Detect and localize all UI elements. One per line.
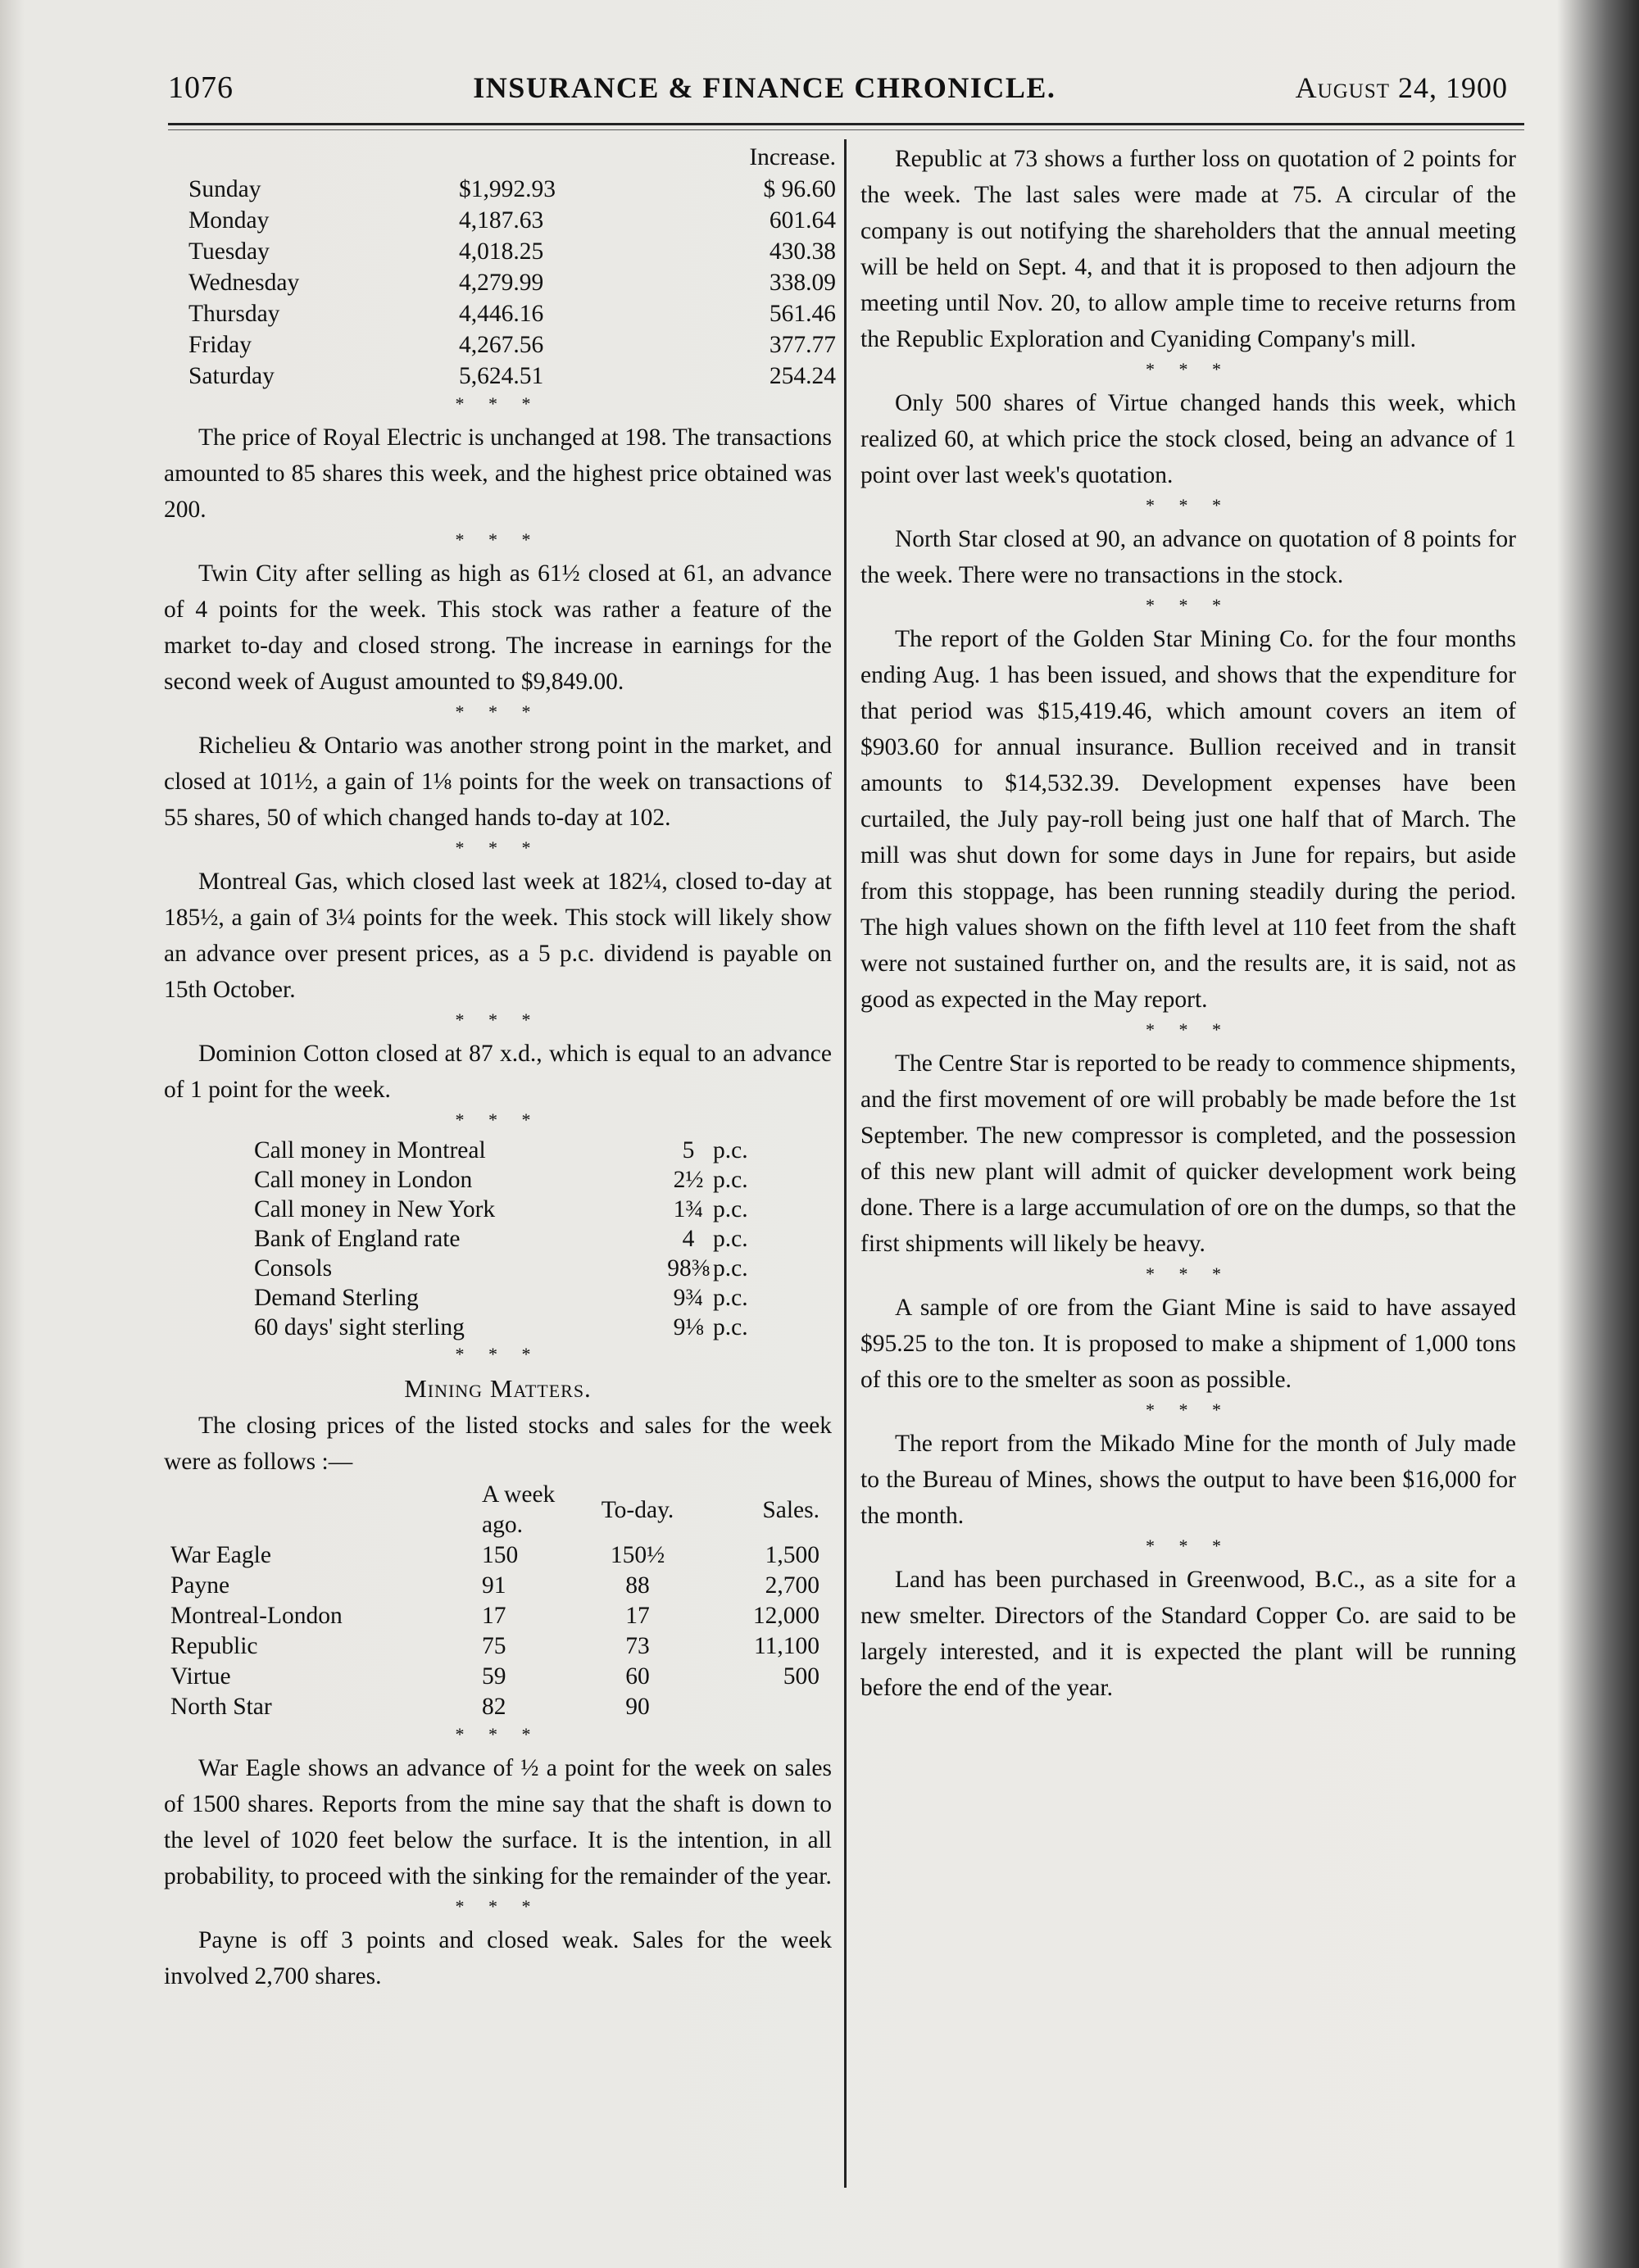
sales-count: 2,700 (765, 1572, 820, 1599)
section-separator: * * * (455, 1896, 541, 1916)
table-row (188, 329, 836, 361)
rate-unit: p.c. (713, 1285, 748, 1311)
section-separator: * * * (455, 393, 541, 414)
today-header: To-day. (601, 1496, 674, 1523)
section-separator: * * * (455, 1344, 541, 1364)
table-row (170, 1662, 826, 1692)
section-separator: * * * (455, 837, 541, 858)
amount-cell: $1,992.93 (459, 176, 556, 202)
increase-cell: 338.09 (769, 270, 836, 296)
table-row (188, 298, 836, 329)
table-row (170, 1692, 826, 1722)
table-row (170, 1631, 826, 1662)
table-row (188, 174, 836, 205)
rate-label: 60 days' sight sterling (254, 1314, 465, 1340)
dominion-cotton-paragraph: Dominion Cotton closed at 87 x.d., which is equal to an advance of 1 point for the week. (164, 1041, 832, 1103)
amount-cell: 4,279.99 (459, 270, 544, 296)
increase-cell: 254.24 (769, 363, 836, 389)
table-row (188, 361, 836, 392)
day-cell: Tuesday (188, 238, 270, 265)
amount-cell: 4,187.63 (459, 207, 544, 234)
increase-cell: 601.64 (769, 207, 836, 234)
greenwood-paragraph: Land has been purchased in Greenwood, B.C., as a site for a new smelter. Directors of the Standard Copper Co. are said to be largely interested, and it is expected the plant will be running before the end of the year. (860, 1567, 1516, 1701)
day-cell: Saturday (188, 363, 275, 389)
rate-unit: p.c. (713, 1167, 748, 1193)
day-cell: Wednesday (188, 270, 300, 296)
mining-stocks-table (170, 1480, 826, 1722)
rate-value: 9⅛ (673, 1314, 704, 1340)
montreal-gas-paragraph: Montreal Gas, which closed last week at 182¼, closed to-day at 185½, a gain of 3¼ points for the week. This stock will likely show an advance over present prices, as a 5 p.c. dividend is payable on 15th October. (164, 869, 832, 1003)
increase-cell: 561.46 (769, 301, 836, 327)
rate-value: 5 (682, 1137, 695, 1163)
sales-count: 11,100 (753, 1633, 820, 1659)
page-number: 1076 (168, 70, 234, 105)
rate-label: Call money in London (254, 1167, 473, 1193)
rate-value: 1¾ (673, 1196, 704, 1222)
sales-count: 1,500 (765, 1542, 820, 1568)
section-separator: * * * (1146, 495, 1231, 515)
rate-unit: p.c. (713, 1226, 748, 1252)
table-row (254, 1283, 762, 1313)
today-price: 73 (625, 1633, 650, 1659)
table-header-row (188, 141, 836, 174)
today-price: 150½ (610, 1542, 665, 1568)
section-separator: * * * (1146, 595, 1231, 615)
week-ago-price: 17 (482, 1603, 506, 1629)
money-rates-table (254, 1136, 762, 1342)
increase-cell: $ 96.60 (763, 176, 836, 202)
section-separator: * * * (455, 1009, 541, 1030)
rate-unit: p.c. (713, 1314, 748, 1340)
publication-title: INSURANCE & FINANCE CHRONICLE. (473, 71, 1056, 104)
section-separator: * * * (455, 1724, 541, 1744)
sales-header: Sales. (762, 1496, 820, 1523)
mining-matters-heading: Mining Matters. (404, 1374, 592, 1403)
increase-cell: 377.77 (769, 332, 836, 358)
week-ago-price: 150 (482, 1542, 519, 1568)
rate-label: Call money in New York (254, 1196, 496, 1222)
stock-name: North Star (170, 1694, 272, 1720)
day-cell: Sunday (188, 176, 261, 202)
amount-cell: 4,267.56 (459, 332, 544, 358)
week-ago-header: A week ago. (482, 1481, 556, 1538)
page-header (168, 70, 1508, 119)
rate-value: 2½ (673, 1167, 704, 1193)
rate-unit: p.c. (713, 1255, 748, 1281)
table-row (170, 1601, 826, 1631)
table-row (170, 1571, 826, 1601)
increase-cell: 430.38 (769, 238, 836, 265)
issue-date: August 24, 1900 (1295, 71, 1508, 104)
virtue-paragraph: Only 500 shares of Virtue changed hands this week, which realized 60, at which price the stock closed, being an advance of 1 point over last week's quotation. (860, 390, 1516, 488)
twin-city-paragraph: Twin City after selling as high as 61½ closed at 61, an advance of 4 points for the week. This stock was rather a feature of the market to-day and closed strong. The increase in earnings for the second week of August amounted to $9,849.00. (164, 560, 832, 695)
week-ago-price: 75 (482, 1633, 506, 1659)
table-row (188, 236, 836, 267)
richelieu-paragraph: Richelieu & Ontario was another strong point in the market, and closed at 101½, a gain of 1⅛ points for the week on transactions of 55 shares, 50 of which changed hands to-day at 102. (164, 733, 832, 831)
stock-name: Montreal-London (170, 1603, 343, 1629)
centre-star-paragraph: The Centre Star is reported to be ready to commence shipments, and the first movement of ore will probably be made before the 1st September. The new compressor is completed, and the possession of this new plant will admit of quicker development work being done. There is a large accumulation of ore on the dumps, so that the first shipments will likely be heavy. (860, 1050, 1516, 1257)
payne-paragraph: Payne is off 3 points and closed weak. Sales for the week involved 2,700 shares. (164, 1927, 832, 1989)
header-rule (168, 123, 1524, 125)
rate-unit: p.c. (713, 1137, 748, 1163)
section-separator: * * * (455, 1109, 541, 1130)
rate-label: Demand Sterling (254, 1285, 419, 1311)
war-eagle-paragraph: War Eagle shows an advance of ½ a point for the week on sales of 1500 shares. Reports from the mine say that the shaft is down to the level of 1020 feet below the surface. It is the intention, in all probability, to proceed with the sinking for the remainder of the year. (164, 1755, 832, 1889)
table-row (254, 1165, 762, 1195)
amount-cell: 4,446.16 (459, 301, 544, 327)
week-ago-price: 82 (482, 1694, 506, 1720)
stock-name: War Eagle (170, 1542, 271, 1568)
mining-intro-paragraph: The closing prices of the listed stocks and sales for the week were as follows :— (164, 1413, 832, 1475)
table-row (170, 1540, 826, 1571)
section-separator: * * * (455, 701, 541, 722)
sales-count: 500 (783, 1663, 820, 1690)
column-divider (844, 139, 847, 2188)
rate-label: Consols (254, 1255, 333, 1281)
today-price: 90 (625, 1694, 650, 1720)
royal-electric-paragraph: The price of Royal Electric is unchanged at 198. The transactions amounted to 85 shares this week, and the highest price obtained was 200. (164, 424, 832, 523)
section-separator: * * * (1146, 1399, 1231, 1420)
north-star-paragraph: North Star closed at 90, an advance on quotation of 8 points for the week. There were no transactions in the stock. (860, 526, 1516, 588)
header-rule-thin (168, 129, 1524, 130)
increase-header: Increase. (749, 144, 836, 170)
table-row (254, 1136, 762, 1165)
rate-label: Call money in Montreal (254, 1137, 486, 1163)
table-row (188, 267, 836, 298)
section-separator: * * * (1146, 1535, 1231, 1556)
section-separator: * * * (455, 529, 541, 550)
table-header-row (170, 1480, 826, 1540)
day-cell: Friday (188, 332, 252, 358)
stock-name: Republic (170, 1633, 258, 1659)
rate-value: 9¾ (673, 1285, 704, 1311)
week-ago-price: 59 (482, 1663, 506, 1690)
today-price: 60 (625, 1663, 650, 1690)
stock-name: Payne (170, 1572, 230, 1599)
left-column (164, 141, 836, 1994)
today-price: 17 (625, 1603, 650, 1629)
golden-star-paragraph: The report of the Golden Star Mining Co. for the four months ending Aug. 1 has been issued, and shows that the expenditure for that period was $15,419.46, which amount covers an item of $903.60 for annual insurance. Bullion received and in transit amounts to $14,532.39. Development expenses have been curtailed, the July pay-roll being just one half that of March. The mill was shut down for some days in June for repairs, but aside from this stoppage, has been running steadily during the period. The high values shown on the fifth level at 110 feet from the shaft were not sustained further on, and the results are, it is said, not as good as expected in the May report. (860, 626, 1516, 1013)
table-row (188, 205, 836, 236)
section-separator: * * * (1146, 1019, 1231, 1040)
rate-label: Bank of England rate (254, 1226, 461, 1252)
rate-unit: p.c. (713, 1196, 748, 1222)
day-cell: Thursday (188, 301, 280, 327)
table-row (254, 1195, 762, 1224)
mikado-paragraph: The report from the Mikado Mine for the month of July made to the Bureau of Mines, shows the output to have been $16,000 for the month. (860, 1431, 1516, 1529)
sales-count: 12,000 (752, 1603, 820, 1629)
stock-name: Virtue (170, 1663, 231, 1690)
section-separator: * * * (1146, 359, 1231, 379)
section-separator: * * * (1146, 1263, 1231, 1284)
table-row (254, 1254, 762, 1283)
today-price: 88 (625, 1572, 650, 1599)
giant-mine-paragraph: A sample of ore from the Giant Mine is said to have assayed $95.25 to the ton. It is proposed to make a shipment of 1,000 tons of this ore to the smelter as soon as possible. (860, 1295, 1516, 1393)
day-cell: Monday (188, 207, 270, 234)
rate-value: 4 (682, 1226, 695, 1252)
week-ago-price: 91 (482, 1572, 506, 1599)
daily-earnings-table (188, 141, 836, 392)
amount-cell: 4,018.25 (459, 238, 544, 265)
table-row (254, 1313, 762, 1342)
rate-value: 98⅜ (667, 1255, 710, 1281)
republic-paragraph: Republic at 73 shows a further loss on quotation of 2 points for the week. The last sales were made at 75. A circular of the company is out notifying the shareholders that the annual meeting will be held on Sept. 4, and that it is proposed to then adjourn the meeting until Nov. 20, to allow ample time to receive returns from the Republic Exploration and Cyaniding Company's mill. (860, 146, 1516, 352)
right-column (860, 141, 1516, 1706)
table-row (254, 1224, 762, 1254)
sales-count (703, 1692, 826, 1722)
amount-cell: 5,624.51 (459, 363, 544, 389)
